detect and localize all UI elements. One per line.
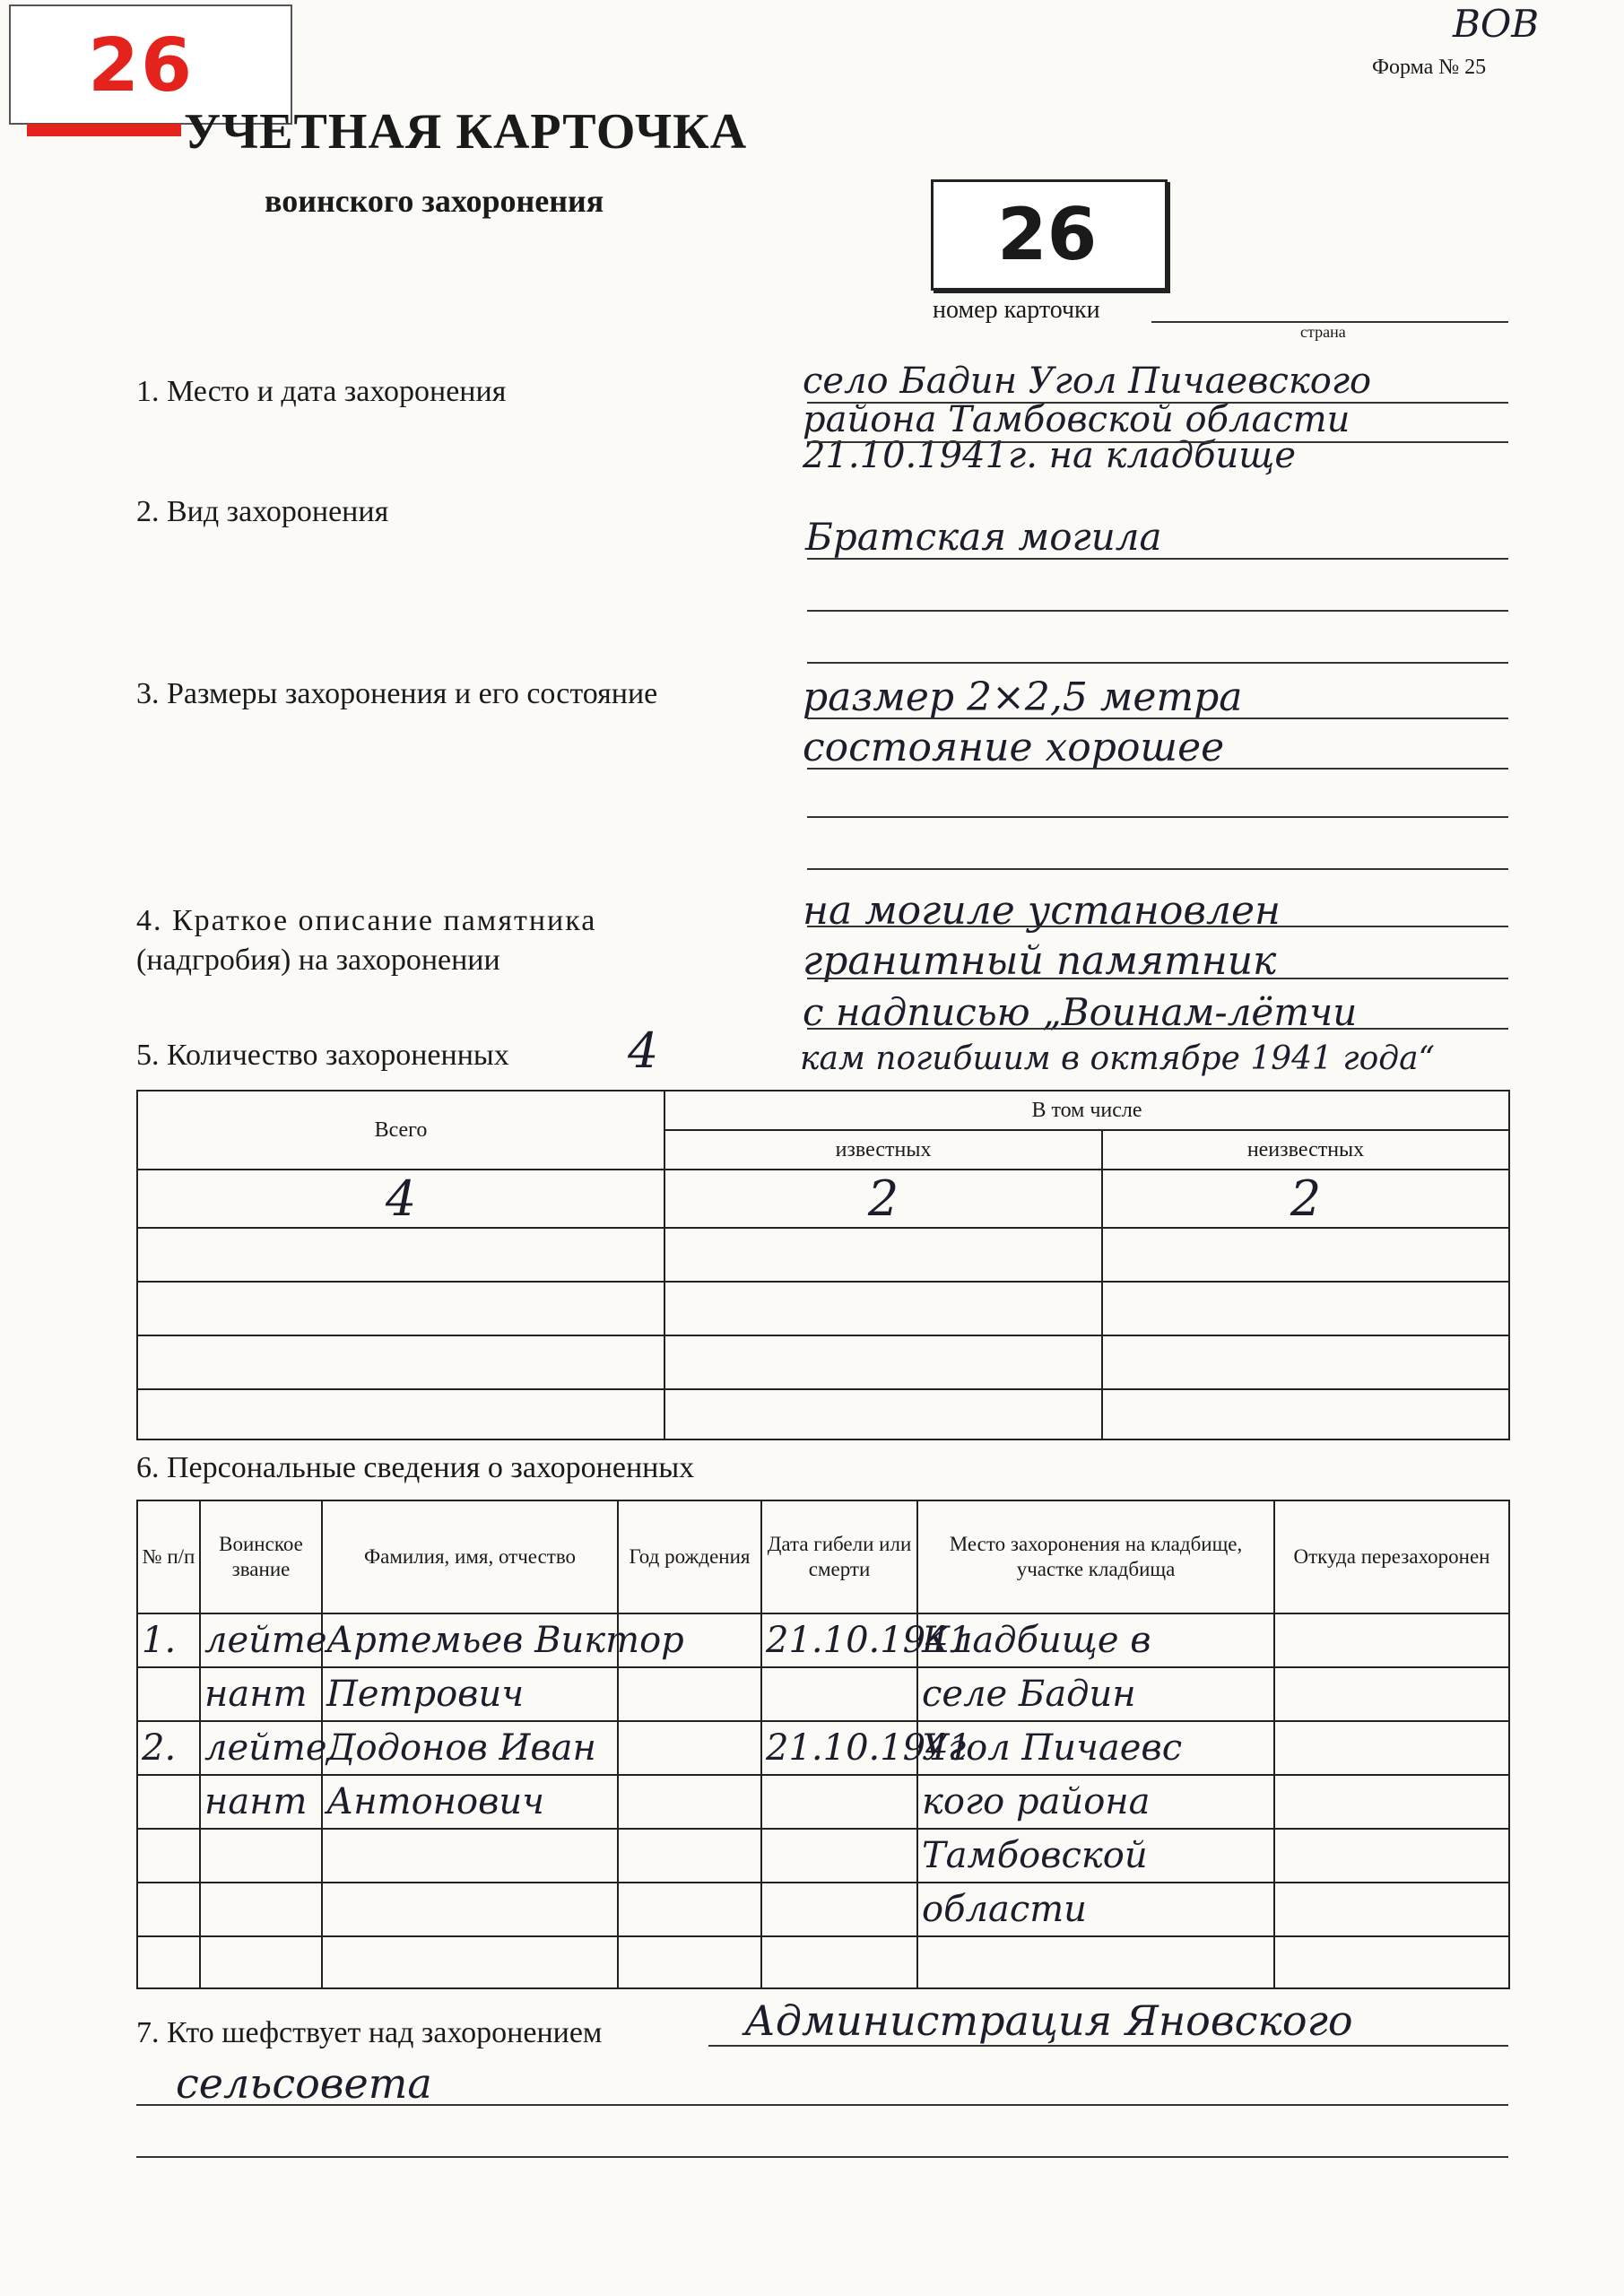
count-value: 4 xyxy=(628,1022,659,1079)
patron-line-1: Администрация Яновского xyxy=(744,1996,1353,2045)
person-row xyxy=(137,1883,1509,1936)
field-rule xyxy=(807,926,1508,927)
known-header: известных xyxy=(664,1130,1102,1170)
known-value: 2 xyxy=(664,1170,1102,1228)
person-birth-cell xyxy=(618,1883,761,1936)
person-from-cell xyxy=(1274,1613,1509,1667)
person-from-cell xyxy=(1274,1667,1509,1721)
monument-line-3: с надписью „Воинам-лётчи xyxy=(803,990,1358,1034)
person-birth-cell xyxy=(618,1775,761,1829)
person-row xyxy=(137,1721,1509,1775)
monument-line-1: на могиле установлен xyxy=(803,888,1281,934)
person-row xyxy=(137,1936,1509,1988)
person-birth-cell xyxy=(618,1721,761,1775)
person-row xyxy=(137,1613,1509,1667)
including-header: В том числе xyxy=(664,1091,1509,1130)
header-death: Дата гибели или смерти xyxy=(761,1500,917,1613)
person-death-cell xyxy=(761,1936,917,1988)
header-rank: Воинское звание xyxy=(200,1500,322,1613)
country-label: страна xyxy=(1300,323,1346,341)
red-marker-stroke xyxy=(27,124,181,136)
person-place-cell: Угол Пичаевс xyxy=(917,1721,1274,1775)
field-rule xyxy=(136,2156,1508,2158)
field-rule xyxy=(807,868,1508,870)
person-death-cell xyxy=(761,1829,917,1883)
person-death-cell: 21.10.1941 xyxy=(761,1721,917,1775)
page-subtitle: воинского захоронения xyxy=(265,183,604,219)
field-rule xyxy=(807,1028,1508,1030)
person-name-cell xyxy=(322,1883,618,1936)
burial-count-table xyxy=(136,1090,1510,1440)
field-rule xyxy=(807,718,1508,719)
person-name-cell xyxy=(322,1936,618,1988)
section-label-personal: 6. Персональные сведения о захороненных xyxy=(136,1451,695,1484)
corner-note: ВОВ xyxy=(1453,2,1540,46)
person-name-cell: Артемьев Виктор xyxy=(322,1613,618,1667)
card-number: 26 xyxy=(997,193,1098,276)
person-death-cell xyxy=(761,1667,917,1721)
field-label-monument-2: (надгробия) на захоронении xyxy=(136,944,500,977)
person-name-cell xyxy=(322,1829,618,1883)
person-row xyxy=(137,1667,1509,1721)
person-place-cell: селе Бадин xyxy=(917,1667,1274,1721)
person-rank-cell: лейте xyxy=(200,1613,322,1667)
total-header: Всего xyxy=(137,1091,664,1170)
field-rule xyxy=(807,768,1508,770)
patron-line-2: сельсовета xyxy=(176,2059,432,2108)
field-rule xyxy=(807,978,1508,979)
field-label-size: 3. Размеры захоронения и его состояние xyxy=(136,677,658,710)
person-place-cell: Тамбовской xyxy=(917,1829,1274,1883)
person-num-cell xyxy=(137,1829,200,1883)
field-rule xyxy=(136,2104,1508,2106)
person-name-cell: Антонович xyxy=(322,1775,618,1829)
person-place-cell: кого района xyxy=(917,1775,1274,1829)
form-label: Форма № 25 xyxy=(1372,56,1487,79)
field-rule xyxy=(807,816,1508,818)
person-rank-cell: нант xyxy=(200,1667,322,1721)
person-num-cell: 1. xyxy=(137,1613,200,1667)
header-birth: Год рождения xyxy=(618,1500,761,1613)
field-label-place: 1. Место и дата захоронения xyxy=(136,375,507,408)
person-num-cell xyxy=(137,1883,200,1936)
person-name-cell: Додонов Иван xyxy=(322,1721,618,1775)
person-birth-cell xyxy=(618,1936,761,1988)
field-rule xyxy=(807,662,1508,664)
monument-line-2: гранитный памятник xyxy=(803,938,1277,984)
person-death-cell: 21.10.1941 xyxy=(761,1613,917,1667)
person-from-cell xyxy=(1274,1936,1509,1988)
field-rule xyxy=(807,558,1508,560)
unknown-value: 2 xyxy=(1102,1170,1509,1228)
person-num-cell: 2. xyxy=(137,1721,200,1775)
person-rank-cell xyxy=(200,1883,322,1936)
place-line-1: село Бадин Угол Пичаевского xyxy=(803,361,1372,402)
person-place-cell: Кладбище в xyxy=(917,1613,1274,1667)
person-birth-cell xyxy=(618,1829,761,1883)
field-rule xyxy=(807,610,1508,612)
header-place: Место захоронения на кладбище, участке кладбища xyxy=(917,1500,1274,1613)
person-place-cell: области xyxy=(917,1883,1274,1936)
monument-line-4: кам погибшим в октябре 1941 года“ xyxy=(800,1040,1435,1077)
field-label-patron: 7. Кто шефствует над захоронением xyxy=(136,2016,603,2049)
person-from-cell xyxy=(1274,1829,1509,1883)
person-row xyxy=(137,1829,1509,1883)
field-label-count: 5. Количество захороненных xyxy=(136,1039,509,1072)
person-from-cell xyxy=(1274,1721,1509,1775)
person-num-cell xyxy=(137,1775,200,1829)
unknown-header: неизвестных xyxy=(1102,1130,1509,1170)
person-birth-cell xyxy=(618,1667,761,1721)
burial-type-value: Братская могила xyxy=(805,515,1162,559)
size-line-2: состояние хорошее xyxy=(803,725,1225,770)
field-rule xyxy=(708,2045,1508,2047)
person-death-cell xyxy=(761,1775,917,1829)
person-place-cell xyxy=(917,1936,1274,1988)
total-value: 4 xyxy=(137,1170,664,1228)
stamp-number: 26 xyxy=(88,23,195,109)
person-rank-cell: лейте xyxy=(200,1721,322,1775)
person-rank-cell xyxy=(200,1829,322,1883)
person-row xyxy=(137,1775,1509,1829)
place-line-2: района Тамбовской области xyxy=(803,399,1350,440)
person-num-cell xyxy=(137,1936,200,1988)
person-from-cell xyxy=(1274,1883,1509,1936)
size-line-1: размер 2×2,5 метра xyxy=(803,674,1243,720)
person-rank-cell: нант xyxy=(200,1775,322,1829)
person-death-cell xyxy=(761,1883,917,1936)
persons-table xyxy=(136,1500,1510,1989)
person-from-cell xyxy=(1274,1775,1509,1829)
card-number-label: номер карточки xyxy=(933,296,1100,324)
header-from: Откуда перезахоронен xyxy=(1274,1500,1509,1613)
person-rank-cell xyxy=(200,1936,322,1988)
person-name-cell: Петрович xyxy=(322,1667,618,1721)
field-label-burial-type: 2. Вид захоронения xyxy=(136,495,389,528)
header-name: Фамилия, имя, отчество xyxy=(322,1500,618,1613)
place-line-3: 21.10.1941г. на кладбище xyxy=(803,435,1297,476)
header-num: № п/п xyxy=(137,1500,200,1613)
field-rule xyxy=(807,441,1508,443)
field-label-monument-1: 4. Краткое описание памятника xyxy=(136,904,597,937)
field-rule xyxy=(807,402,1508,404)
person-num-cell xyxy=(137,1667,200,1721)
page-title: УЧЕТНАЯ КАРТОЧКА xyxy=(184,104,748,160)
